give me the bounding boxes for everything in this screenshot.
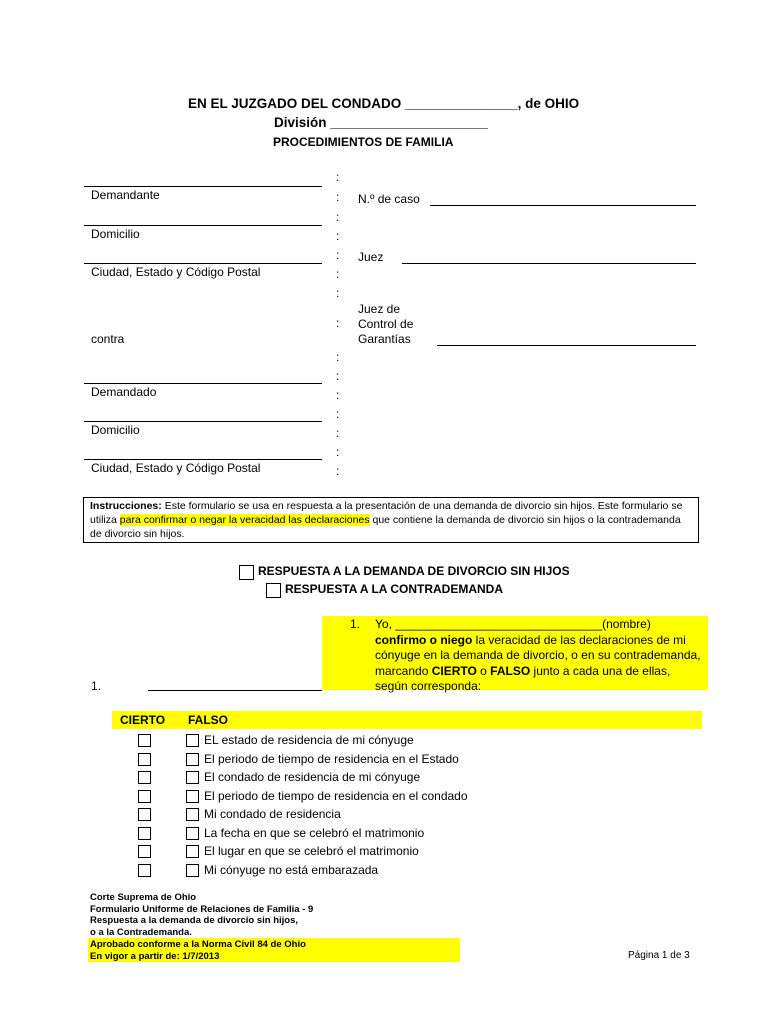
footer-line-2: Formulario Uniforme de Relaciones de Familia - 9 — [90, 903, 314, 915]
case-number-line[interactable] — [430, 205, 696, 206]
statement-text-b: junto a cada una de ellas, según corresponda: — [375, 663, 671, 693]
caption-colon: : — [336, 445, 340, 459]
false-checkbox[interactable] — [186, 808, 199, 821]
true-checkbox[interactable] — [138, 808, 151, 821]
case-number-label: N.º de caso — [358, 192, 420, 206]
true-checkbox[interactable] — [138, 753, 151, 766]
statement-item: El condado de residencia de mi cónyuge — [204, 770, 421, 784]
magistrate-label-2: Control de — [358, 317, 414, 331]
caption-colon: : — [336, 190, 340, 204]
statement-item: El periodo de tiempo de residencia en el condado — [204, 788, 468, 803]
option-2-checkbox[interactable] — [266, 583, 281, 598]
plaintiff-address-label: Domicilio — [91, 227, 140, 241]
plaintiff-address-line[interactable] — [84, 225, 322, 226]
statement-falso: FALSO — [490, 663, 531, 678]
statement-cierto: CIERTO — [431, 663, 477, 678]
instructions-text-2: que contiene la demanda de divorcio sin hijos o la contrademanda de divorcio sin hijos. — [90, 514, 681, 540]
statement-item: EL estado de residencia de mi cónyuge — [204, 733, 414, 747]
true-checkbox[interactable] — [138, 864, 151, 877]
caption-colon: : — [336, 464, 340, 478]
false-checkbox[interactable] — [186, 864, 199, 877]
option-1-checkbox[interactable] — [239, 565, 254, 580]
defendant-address-label: Domicilio — [91, 423, 140, 437]
footer-line-3: Respuesta a la demanda de divorcio sin hijos, — [90, 915, 299, 927]
false-checkbox[interactable] — [186, 734, 199, 747]
section-title: PROCEDIMIENTOS DE FAMILIA — [273, 135, 454, 149]
statement-text — [375, 617, 705, 695]
true-checkbox[interactable] — [138, 845, 151, 858]
defendant-city-line[interactable] — [84, 459, 322, 460]
plaintiff-city-label: Ciudad, Estado y Código Postal — [91, 265, 261, 279]
instructions-box — [83, 497, 699, 543]
caption-colon: : — [336, 248, 340, 262]
footer-line-4: o a la Contrademanda. — [90, 927, 192, 939]
statement-text-a: la veracidad de las declaraciones de mi cónyuge en la demanda de divorcio, o en su contrademanda, marcando — [375, 632, 701, 678]
caption-colon: : — [336, 350, 340, 364]
statement-o: o — [476, 663, 491, 678]
plaintiff-line[interactable] — [84, 186, 322, 187]
division-line: División _____________________ — [274, 115, 488, 130]
statement-item: Mi condado de residencia — [204, 807, 341, 821]
caption-colon: : — [336, 426, 340, 440]
caption-colon: : — [336, 286, 340, 300]
true-checkbox[interactable] — [138, 771, 151, 784]
magistrate-label-1: Juez de — [358, 302, 401, 316]
caption-colon: : — [336, 210, 340, 224]
col-false-header: FALSO — [188, 713, 229, 727]
true-checkbox[interactable] — [138, 827, 151, 840]
true-checkbox[interactable] — [138, 790, 151, 803]
caption-colon: : — [336, 267, 340, 281]
page-number: Página 1 de 3 — [628, 950, 690, 961]
false-checkbox[interactable] — [186, 771, 199, 784]
magistrate-line[interactable] — [437, 345, 696, 346]
statement-number: 1. — [350, 617, 361, 631]
statement-item: El periodo de tiempo de residencia en el Estado — [204, 751, 459, 766]
footer-block — [90, 892, 313, 939]
court-title: EN EL JUZGADO DEL CONDADO _______________, de OHIO — [188, 96, 580, 111]
statement-item: Mi cónyuge no está embarazada — [204, 862, 379, 877]
footer-approved — [90, 939, 306, 962]
caption-colon: : — [336, 170, 340, 184]
defendant-address-line[interactable] — [84, 421, 322, 422]
instructions-highlight: para confirmar o negar la veracidad las declaraciones — [119, 514, 370, 526]
false-checkbox[interactable] — [186, 790, 199, 803]
false-checkbox[interactable] — [186, 827, 199, 840]
footer-line-6: En vigor a partir de: 1/7/2013 — [90, 950, 220, 962]
defendant-label: Demandado — [91, 385, 157, 399]
statement-yo: Yo, _______________________________(nombre) — [375, 617, 651, 631]
plaintiff-city-line[interactable] — [84, 263, 322, 264]
judge-line[interactable] — [402, 263, 696, 264]
magistrate-label-3: Garantías — [358, 332, 411, 346]
caption-colon: : — [336, 229, 340, 243]
instructions-text-1: Este formulario se usa en respuesta a la presentación de una demanda de divorcio sin hijos. Este formulario se utiliza — [90, 500, 683, 526]
versus-label: contra — [91, 332, 125, 346]
plaintiff-label: Demandante — [91, 188, 160, 202]
statement-bold: confirmo o niego — [375, 632, 473, 647]
caption-colon: : — [336, 369, 340, 383]
statement-item: El lugar en que se celebró el matrimonio — [204, 844, 419, 858]
true-checkbox[interactable] — [138, 734, 151, 747]
false-checkbox[interactable] — [186, 753, 199, 766]
option-2-label: RESPUESTA A LA CONTRADEMANDA — [285, 582, 503, 596]
defendant-line[interactable] — [84, 383, 322, 384]
instructions-label: Instrucciones: — [90, 500, 162, 512]
caption-colon: : — [336, 316, 340, 330]
false-checkbox[interactable] — [186, 845, 199, 858]
col-true-header: CIERTO — [120, 713, 166, 727]
footer-line-5: Aprobado conforme a la Norma Civil 84 de Ohio — [90, 939, 306, 950]
statement-item: La fecha en que se celebró el matrimonio — [204, 825, 425, 840]
option-1-label: RESPUESTA A LA DEMANDA DE DIVORCIO SIN HIJOS — [258, 564, 570, 578]
left-number: 1. — [91, 679, 102, 693]
left-number-line[interactable] — [148, 690, 322, 691]
caption-colon: : — [336, 407, 340, 421]
footer-line-1: Corte Suprema de Ohio — [90, 892, 197, 903]
judge-label: Juez — [358, 250, 384, 264]
defendant-city-label: Ciudad, Estado y Código Postal — [91, 461, 261, 475]
caption-colon: : — [336, 388, 340, 402]
